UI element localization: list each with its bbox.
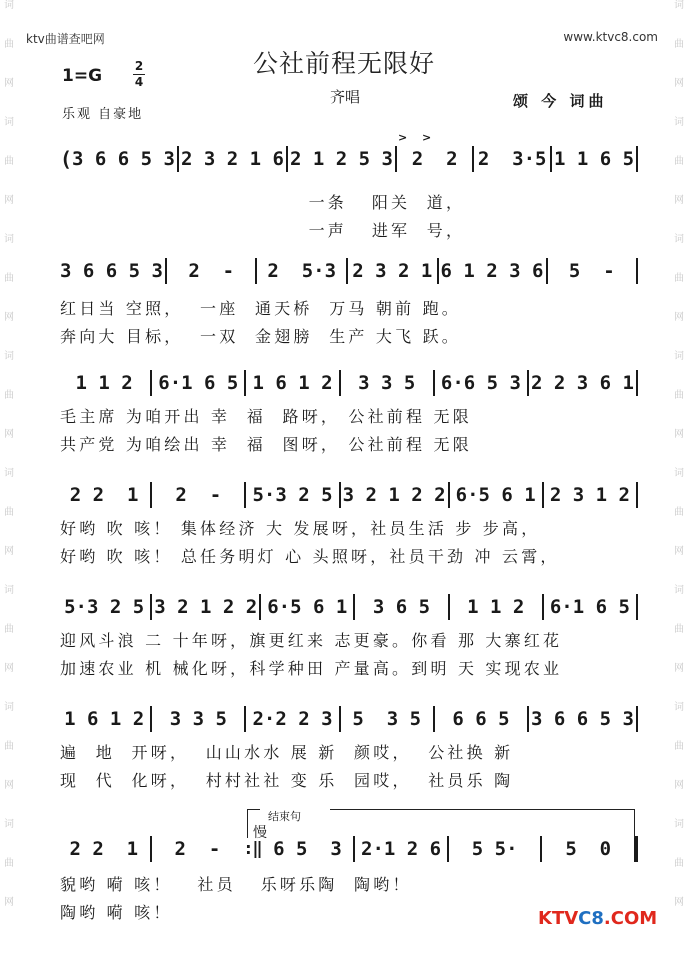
accent-mark: > (398, 131, 408, 144)
watermark-glyph: 词 (4, 468, 14, 479)
watermark-glyph: 词 (674, 819, 684, 830)
bar-line (150, 836, 152, 862)
score-line (60, 482, 640, 508)
measure: 2 - (174, 838, 221, 860)
bar-line (448, 594, 450, 620)
measure: 2 - (175, 484, 222, 506)
measure: 3 3 5 (169, 708, 227, 730)
measure: 2 2 1 (69, 484, 139, 506)
bar-line (255, 258, 257, 284)
watermark-glyph: 曲 (674, 741, 684, 752)
bar-line (150, 594, 152, 620)
measure: 1 1 2 (75, 372, 133, 394)
site-logo[interactable] (538, 908, 657, 929)
lyric-line: 毛主席 为咱开出 幸 福 路呀， 公社前程 无限 (60, 407, 472, 426)
watermark-right (670, 0, 688, 962)
bar-line (636, 146, 638, 172)
logo-part-ktv: KTV (538, 908, 579, 929)
measure: 2 5·3 (267, 260, 337, 282)
measure: 5 - (568, 260, 615, 282)
measure: 2 3·5 (477, 148, 547, 170)
watermark-glyph: 曲 (674, 390, 684, 401)
watermark-glyph: 曲 (4, 507, 14, 518)
measure: 6·1 6 5 (158, 372, 239, 394)
bar-line (636, 482, 638, 508)
watermark-glyph: 网 (674, 546, 684, 557)
watermark-glyph: 网 (674, 780, 684, 791)
measure: 5 5· (471, 838, 518, 860)
lyric-line: 一条 阳关 道， (60, 193, 466, 212)
lyric-line: 奔向大 目标， 一双 金翅膀 生产 大飞 跃。 (60, 327, 461, 346)
coda-label: 结束句 (268, 810, 301, 823)
watermark-glyph: 网 (4, 429, 14, 440)
measure: 5 3 5 (352, 708, 422, 730)
accent-mark: > (422, 131, 432, 144)
measure: 2 3 2 1 6 (181, 148, 284, 170)
watermark-glyph: 词 (4, 585, 14, 596)
score-line (60, 258, 640, 284)
bar-line (542, 482, 544, 508)
watermark-glyph: 网 (674, 195, 684, 206)
bar-line (527, 706, 529, 732)
watermark-glyph: 网 (4, 195, 14, 206)
bar-line (150, 482, 152, 508)
measure: 3 6 6 5 3 (72, 148, 175, 170)
bar-line (540, 836, 542, 862)
watermark-glyph: 词 (674, 234, 684, 245)
bar-line (550, 146, 552, 172)
intro-parenthesis: ( (60, 147, 73, 171)
bar-line (244, 706, 246, 732)
measure: 2 2 1 (69, 838, 139, 860)
bar-line (339, 482, 341, 508)
measure: 1 6 1 2 (64, 708, 145, 730)
key-signature: 1=G (62, 66, 103, 86)
watermark-glyph: 网 (4, 546, 14, 557)
bar-line (542, 594, 544, 620)
measure: 2·1 2 6 (361, 838, 442, 860)
measure: 6·6 5 3 (440, 372, 521, 394)
watermark-glyph: 曲 (4, 273, 14, 284)
watermark-glyph: 曲 (674, 624, 684, 635)
bar-line (546, 258, 548, 284)
lyric-line: 迎风斗浪 二 十年呀，旗更红来 志更豪。你看 那 大寨红花 (60, 631, 563, 650)
watermark-glyph: 词 (4, 117, 14, 128)
watermark-glyph: 词 (674, 0, 684, 11)
watermark-glyph: 曲 (674, 507, 684, 518)
bar-line (395, 146, 397, 172)
watermark-glyph: 网 (4, 78, 14, 89)
bar-line (353, 836, 355, 862)
measure: 3 6 5 (372, 596, 431, 618)
bar-line (150, 370, 152, 396)
measure: 6·5 6 1 (455, 484, 536, 506)
tempo-marking: 乐观 自豪地 (62, 107, 144, 122)
measure: 2 2 3 6 1 (531, 372, 634, 394)
measure: 5 0 (565, 838, 612, 860)
measure: 3 3 5 (358, 372, 416, 394)
measure: 2 3 2 1 (352, 260, 433, 282)
watermark-glyph: 网 (674, 312, 684, 323)
measure: 1 1 2 (467, 596, 525, 618)
lyric-line: 共产党 为咱绘出 幸 福 图呀， 公社前程 无限 (60, 435, 472, 454)
watermark-glyph: 词 (674, 702, 684, 713)
lyric-line: 加速农业 机 械化呀，科学种田 产量高。到明 天 实现农业 (60, 659, 563, 678)
watermark-glyph: 网 (674, 663, 684, 674)
measure: 2 1 2 5 3 (289, 148, 393, 170)
watermark-glyph: 曲 (674, 858, 684, 869)
measure: 5·3 2 5 (64, 596, 145, 618)
time-signature (133, 60, 145, 89)
watermark-glyph: 网 (4, 780, 14, 791)
watermark-glyph: 曲 (4, 39, 14, 50)
watermark-glyph: 网 (4, 312, 14, 323)
score-line (60, 706, 640, 732)
repeat-sign: :‖ (243, 839, 262, 859)
measure: 2 2 (411, 148, 458, 170)
measure: 2 3 1 2 (549, 484, 630, 506)
measure: 1 6 1 2 (252, 372, 333, 394)
logo-part-com: .COM (603, 908, 658, 929)
bar-line (150, 706, 152, 732)
meter-bottom: 4 (134, 75, 144, 89)
lyric-line: 好哟 吹 咳！ 总任务明灯 心 头照呀，社员干劲 冲 云霄， (60, 547, 560, 566)
bar-line (339, 370, 341, 396)
bar-line (433, 706, 435, 732)
coda-tempo: 慢 (253, 825, 267, 841)
lyric-line: 好哟 吹 咳！ 集体经济 大 发展呀，社员生活 步 步高， (60, 519, 541, 538)
bar-line (447, 836, 449, 862)
bar-line (636, 594, 638, 620)
bar-line (472, 146, 474, 172)
watermark-glyph: 词 (674, 117, 684, 128)
bar-line (259, 594, 261, 620)
meter-top: 2 (134, 59, 144, 73)
measure: 2 - (188, 260, 235, 282)
bar-line (177, 146, 179, 172)
bar-line (433, 370, 435, 396)
bar-line (448, 482, 450, 508)
bar-line (636, 370, 638, 396)
bar-line (636, 706, 638, 732)
measure: 6·5 6 1 (267, 596, 348, 618)
watermark-glyph: 曲 (4, 858, 14, 869)
performance-type: 齐唱 (330, 88, 361, 106)
watermark-glyph: 词 (4, 0, 14, 11)
lyric-line: 现 代 化呀， 村村社社 变 乐 园哎， 社员乐 陶 (60, 771, 514, 790)
bar-line (353, 594, 355, 620)
watermark-glyph: 曲 (4, 390, 14, 401)
watermark-glyph: 网 (674, 897, 684, 908)
measure: 6 5 3 (273, 838, 342, 860)
watermark-glyph: 曲 (674, 156, 684, 167)
measure: 6·1 6 5 (549, 596, 630, 618)
watermark-glyph: 词 (4, 351, 14, 362)
measure: 1 1 6 5 (553, 148, 635, 170)
score-line (60, 370, 640, 396)
score-line (60, 594, 640, 620)
measure: 3 2 1 2 2 (154, 596, 258, 618)
watermark-glyph: 词 (4, 702, 14, 713)
bar-line (244, 370, 246, 396)
watermark-glyph: 词 (674, 585, 684, 596)
credit: 颂 今 词曲 (513, 92, 608, 110)
lyric-line: 遍 地 开呀， 山山水水 展 新 颜哎， 公社换 新 (60, 743, 514, 762)
site-url[interactable]: www.ktvc8.com (563, 30, 658, 44)
watermark-glyph: 曲 (4, 156, 14, 167)
measure: 5·3 2 5 (252, 484, 333, 506)
measure: 2·2 2 3 (252, 708, 333, 730)
lyric-line: 红日当 空照， 一座 通天桥 万马 朝前 跑。 (60, 299, 461, 318)
measure: 3 6 6 5 3 (531, 708, 634, 730)
measure: 3 6 6 5 3 (60, 260, 163, 282)
bar-line (636, 258, 638, 284)
bar-line (346, 258, 348, 284)
watermark-glyph: 曲 (4, 741, 14, 752)
watermark-glyph: 曲 (4, 624, 14, 635)
watermark-glyph: 曲 (674, 39, 684, 50)
site-name[interactable]: ktv曲谱查吧网 (26, 32, 105, 46)
watermark-left (0, 0, 18, 962)
score-line (60, 146, 640, 172)
bar-line (286, 146, 288, 172)
bar-line (165, 258, 167, 284)
final-bar-line (634, 836, 638, 862)
watermark-glyph: 曲 (674, 273, 684, 284)
measure: 6 1 2 3 6 (440, 260, 544, 282)
bar-line (437, 258, 439, 284)
watermark-glyph: 网 (674, 429, 684, 440)
watermark-glyph: 词 (674, 468, 684, 479)
watermark-glyph: 网 (674, 78, 684, 89)
measure: 6 6 5 (452, 708, 510, 730)
lyric-line: 陶哟 嗬 咳！ (60, 903, 173, 922)
bar-line (244, 482, 246, 508)
coda-bracket-right (330, 809, 635, 838)
watermark-glyph: 网 (4, 897, 14, 908)
bar-line (527, 370, 529, 396)
measure: 3 2 1 2 2 (342, 484, 446, 506)
song-title: 公社前程无限好 (252, 49, 435, 78)
logo-part-c8: C8 (578, 908, 604, 929)
watermark-glyph: 词 (674, 351, 684, 362)
watermark-glyph: 词 (4, 819, 14, 830)
watermark-glyph: 网 (4, 663, 14, 674)
lyric-line: 一声 进军 号， (60, 221, 466, 240)
score-line (60, 836, 640, 862)
watermark-glyph: 词 (4, 234, 14, 245)
bar-line (339, 706, 341, 732)
lyric-line: 貌哟 嗬 咳！ 社员 乐呀乐陶 陶哟！ (60, 875, 412, 894)
